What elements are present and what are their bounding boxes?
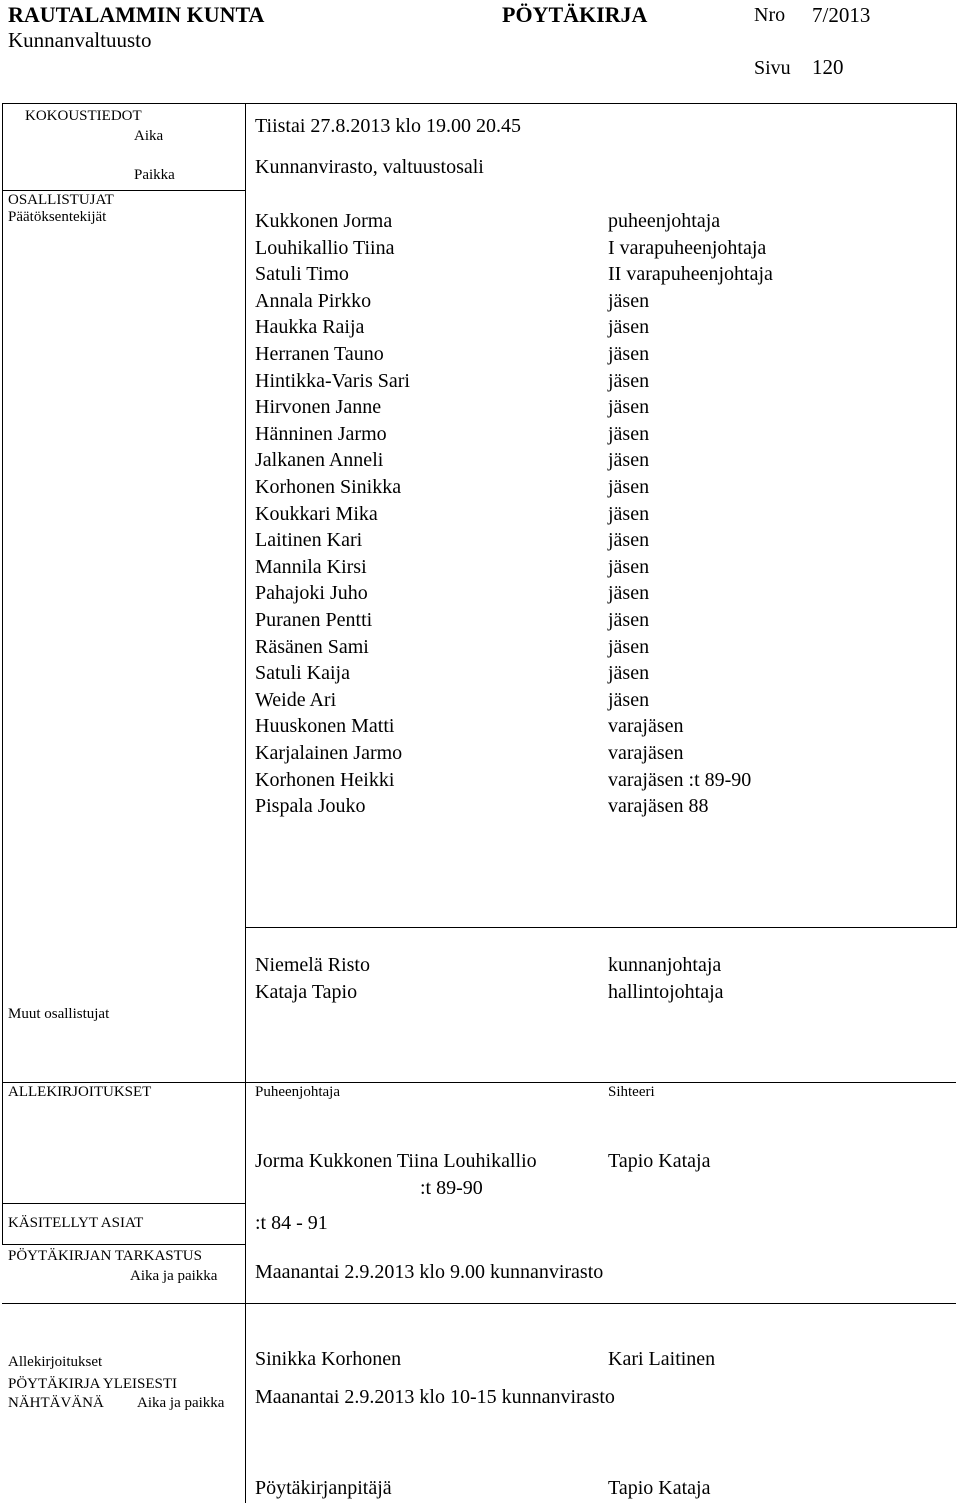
- member-row: [255, 503, 945, 530]
- reviewer-2: Kari Laitinen: [608, 1348, 716, 1370]
- time-value: Tiistai 27.8.2013 klo 19.00 20.45: [255, 115, 521, 137]
- decision-makers-label: Päätöksentekijät: [8, 209, 107, 225]
- public-sublabel: Aika ja paikka: [137, 1395, 225, 1411]
- left-column-divider: [245, 103, 246, 1503]
- member-row: [255, 689, 945, 716]
- document-type: PÖYTÄKIRJA: [502, 2, 648, 27]
- member-role: jäsen: [608, 422, 650, 445]
- member-name: Hänninen Jarmo: [255, 422, 387, 445]
- member-role: jäsen: [608, 635, 650, 658]
- member-role: jäsen: [608, 449, 650, 472]
- signatures-divider: [2, 1203, 245, 1204]
- handled-divider: [2, 1244, 245, 1245]
- member-role: varajäsen: [608, 715, 684, 738]
- member-name: Huuskonen Matti: [255, 715, 395, 738]
- member-role: jäsen: [608, 476, 650, 498]
- chair-label: Puheenjohtaja: [255, 1084, 340, 1100]
- member-name: Räsänen Sami: [255, 635, 369, 658]
- member-row: [255, 396, 945, 423]
- time-label: Aika: [134, 128, 164, 144]
- frame-right-line: [956, 103, 957, 927]
- secretary-signature-name: Tapio Kataja: [608, 1150, 711, 1172]
- member-name: Karjalainen Jarmo: [255, 742, 403, 764]
- member-row: [255, 529, 945, 556]
- member-name: Jalkanen Anneli: [255, 449, 384, 472]
- member-row: [255, 636, 945, 663]
- member-role: jäsen: [608, 688, 650, 711]
- member-row: [255, 449, 945, 476]
- other-participant-name: Kataja Tapio: [255, 981, 358, 1003]
- member-name: Annala Pirkko: [255, 289, 372, 312]
- review-label: PÖYTÄKIRJAN TARKASTUS: [8, 1248, 202, 1264]
- participants-section-label: OSALLISTUJAT: [8, 192, 114, 208]
- handled-items-label: KÄSITELLYT ASIAT: [8, 1215, 144, 1231]
- participants-bottom-line: [245, 927, 957, 928]
- member-role: jäsen: [608, 555, 650, 578]
- review-bottom-line: [2, 1303, 956, 1304]
- member-role: I varapuheenjohtaja: [608, 236, 767, 259]
- member-name: Louhikallio Tiina: [255, 236, 395, 259]
- other-participant-role: hallintojohtaja: [608, 981, 724, 1003]
- member-row: [255, 556, 945, 583]
- member-role: puheenjohtaja: [608, 210, 721, 232]
- member-role: II varapuheenjohtaja: [608, 263, 773, 286]
- member-name: Hirvonen Janne: [255, 396, 382, 419]
- meeting-divider: [2, 190, 245, 191]
- member-name: Korhonen Sinikka: [255, 476, 402, 498]
- frame-top-line: [2, 103, 956, 104]
- member-role: varajäsen: [608, 742, 684, 764]
- member-role: jäsen: [608, 316, 650, 339]
- member-row: [255, 582, 945, 609]
- place-value: Kunnanvirasto, valtuustosali: [255, 156, 484, 178]
- member-row: [255, 715, 945, 742]
- member-name: Herranen Tauno: [255, 343, 384, 365]
- public-label-line1: PÖYTÄKIRJA YLEISESTI: [8, 1376, 178, 1392]
- member-role: varajäsen 88: [608, 795, 709, 818]
- review-value: Maanantai 2.9.2013 klo 9.00 kunnanvirasto: [255, 1261, 604, 1283]
- member-row: [255, 263, 945, 290]
- member-row: [255, 237, 945, 264]
- member-row: [255, 476, 945, 503]
- signatures-section-label: ALLEKIRJOITUKSET: [8, 1084, 152, 1100]
- signatures-left-line: [2, 1082, 3, 1245]
- member-name: Pispala Jouko: [255, 795, 366, 818]
- others-bottom-line: [2, 1082, 956, 1083]
- review-signatures-label: Allekirjoitukset: [8, 1354, 103, 1370]
- public-label-line2: NÄHTÄVÄNÄ: [8, 1395, 104, 1411]
- nro-label: Nro: [754, 4, 786, 26]
- member-role: jäsen: [608, 369, 650, 392]
- sivu-label: Sivu: [754, 57, 791, 79]
- member-role: jäsen: [608, 343, 650, 365]
- public-value: Maanantai 2.9.2013 klo 10-15 kunnanvirasto: [255, 1386, 615, 1408]
- secretary-label: Sihteeri: [608, 1084, 655, 1100]
- member-name: Satuli Timo: [255, 263, 349, 286]
- member-name: Pahajoki Juho: [255, 582, 368, 605]
- frame-left-line: [2, 103, 3, 1083]
- other-participant-role: kunnanjohtaja: [608, 954, 722, 976]
- member-name: Satuli Kaija: [255, 662, 350, 685]
- keeper-label: Pöytäkirjanpitäjä: [255, 1477, 392, 1499]
- member-role: varajäsen :t 89-90: [608, 768, 752, 791]
- member-row: [255, 742, 945, 769]
- member-name: Kukkonen Jorma: [255, 210, 393, 232]
- meeting-section-label: KOKOUSTIEDOT: [25, 108, 142, 124]
- member-row: [255, 343, 945, 370]
- others-label: Muut osallistujat: [8, 1006, 110, 1022]
- member-row: [255, 210, 945, 237]
- other-participant-name: Niemelä Risto: [255, 954, 370, 976]
- member-name: Laitinen Kari: [255, 529, 363, 552]
- reviewer-1: Sinikka Korhonen: [255, 1348, 402, 1370]
- member-name: Haukka Raija: [255, 316, 365, 339]
- member-row: [255, 316, 945, 343]
- handled-items-value: :t 84 - 91: [255, 1212, 328, 1234]
- member-row: [255, 795, 945, 822]
- member-name: Puranen Pentti: [255, 609, 373, 631]
- municipality-name: RAUTALAMMIN KUNTA: [8, 2, 265, 27]
- place-label: Paikka: [134, 167, 175, 183]
- nro-value: 7/2013: [812, 3, 871, 27]
- member-name: Weide Ari: [255, 688, 337, 711]
- member-row: [255, 290, 945, 317]
- member-role: jäsen: [608, 662, 650, 685]
- sivu-value: 120: [812, 55, 844, 79]
- member-name: Mannila Kirsi: [255, 555, 367, 578]
- member-role: jäsen: [608, 582, 650, 605]
- review-sublabel: Aika ja paikka: [130, 1268, 218, 1284]
- chair-signature-note: :t 89-90: [420, 1177, 483, 1199]
- member-role: jäsen: [608, 396, 650, 419]
- keeper-name: Tapio Kataja: [608, 1477, 711, 1499]
- member-row: [255, 370, 945, 397]
- member-name: Korhonen Heikki: [255, 768, 395, 791]
- member-row: [255, 423, 945, 450]
- member-role: jäsen: [608, 529, 650, 552]
- member-name: Koukkari Mika: [255, 502, 378, 525]
- member-name: Hintikka-Varis Sari: [255, 369, 410, 392]
- member-role: jäsen: [608, 289, 650, 312]
- member-role: jäsen: [608, 502, 650, 525]
- chair-signature-names: Jorma Kukkonen Tiina Louhikallio: [255, 1150, 537, 1172]
- member-row: [255, 662, 945, 689]
- member-row: [255, 769, 945, 796]
- member-row: [255, 609, 945, 636]
- body-name: Kunnanvaltuusto: [8, 28, 152, 52]
- member-role: jäsen: [608, 609, 650, 631]
